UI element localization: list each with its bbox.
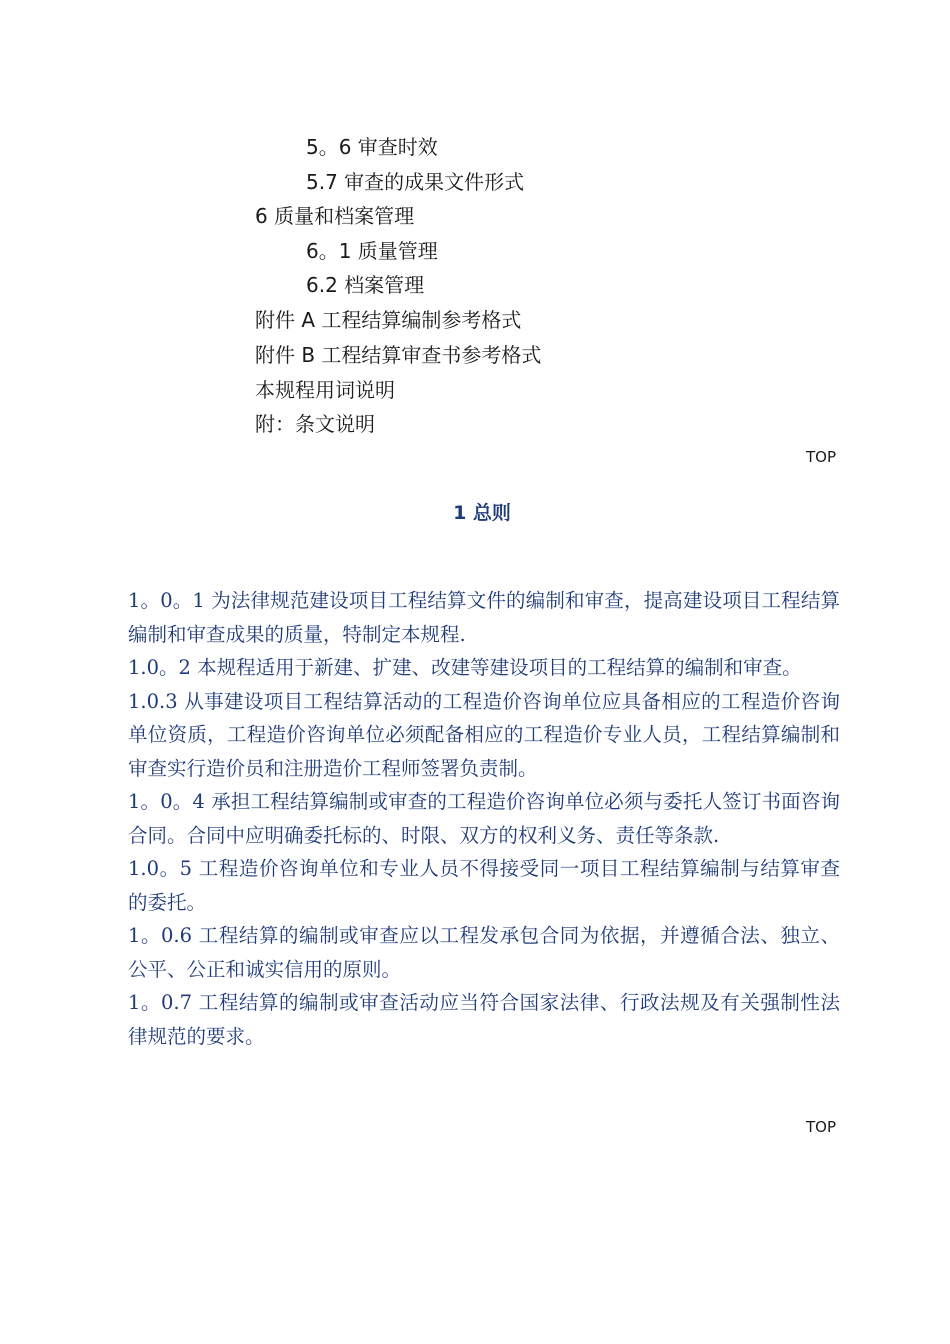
toc-item[interactable]: 5。6 审查时效 (306, 135, 438, 159)
toc-item[interactable]: 6.2 档案管理 (306, 273, 425, 297)
clause: 1.0。2 本规程适用于新建、扩建、改建等建设项目的工程结算的编制和审查。 (128, 656, 802, 679)
clause: 1。0。4 承担工程结算编制或审查的工程造价咨询单位必须与委托人签订书面咨询合同。合同中应明确委托标的、时限、双方的权利义务、责任等条款. (128, 790, 840, 847)
toc-item[interactable]: 5.7 审查的成果文件形式 (306, 170, 525, 194)
top-link[interactable]: TOP (806, 1118, 837, 1136)
clause: 1。0。1 为法律规范建设项目工程结算文件的编制和审查，提高建设项目工程结算编制和审查成果的质量，特制定本规程. (128, 589, 840, 646)
clause: 1。0.7 工程结算的编制或审查活动应当符合国家法律、行政法规及有关强制性法律规范的要求。 (128, 991, 840, 1048)
section-body (128, 584, 840, 1053)
toc-item[interactable]: 6 质量和档案管理 (255, 204, 415, 228)
top-link[interactable]: TOP (806, 448, 837, 466)
toc-item[interactable]: 附件 A 工程结算编制参考格式 (255, 308, 522, 332)
toc-item[interactable]: 本规程用词说明 (255, 378, 395, 402)
toc-item[interactable]: 附：条文说明 (255, 412, 375, 436)
toc-item[interactable]: 附件 B 工程结算审查书参考格式 (255, 343, 542, 367)
clause: 1.0。5 工程造价咨询单位和专业人员不得接受同一项目工程结算编制与结算审查的委托。 (128, 857, 840, 914)
section-title: 1 总则 (453, 502, 511, 524)
clause: 1。0.6 工程结算的编制或审查应以工程发承包合同为依据，并遵循合法、独立、公平、公正和诚实信用的原则。 (128, 924, 840, 981)
clause: 1.0.3 从事建设项目工程结算活动的工程造价咨询单位应具备相应的工程造价咨询单位资质，工程造价咨询单位必须配备相应的工程造价专业人员，工程结算编制和审查实行造价员和注册造价工程师签署负责制。 (128, 689, 840, 780)
toc-item[interactable]: 6。1 质量管理 (306, 239, 438, 263)
